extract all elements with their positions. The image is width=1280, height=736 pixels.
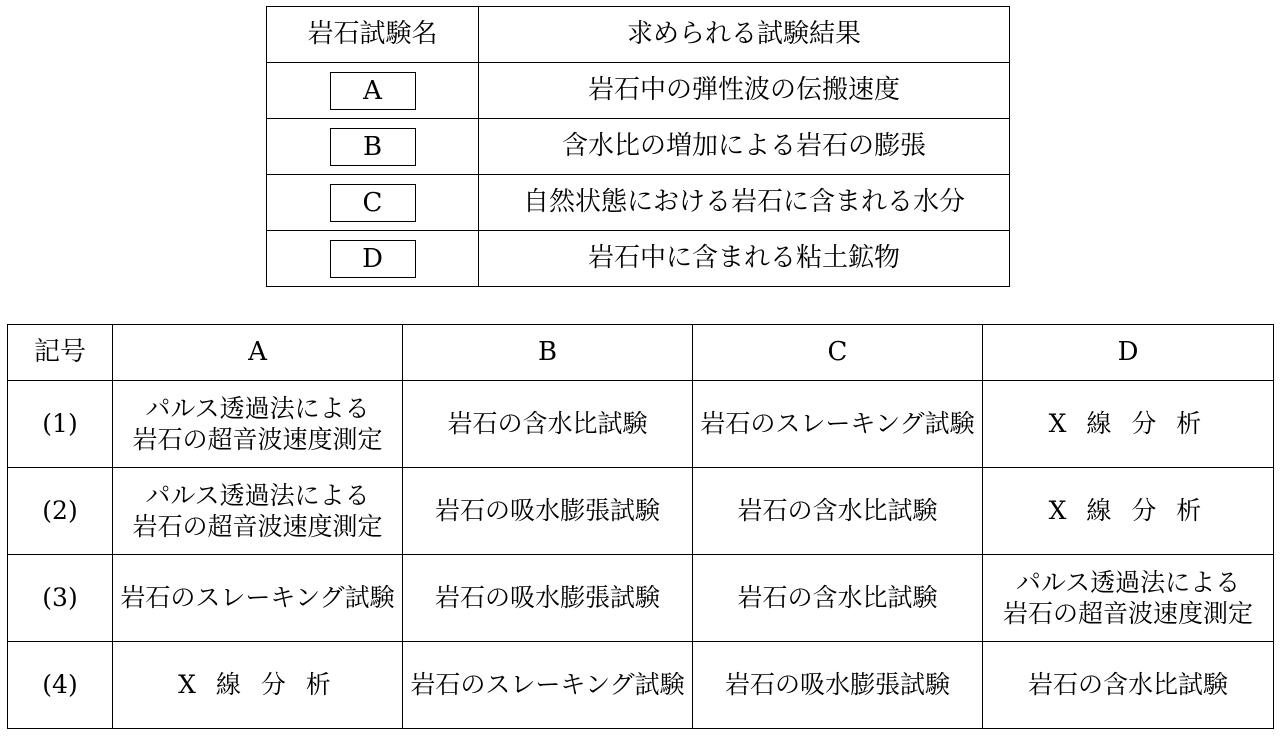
cell-text: 岩石の吸水膨張試験 — [724, 670, 950, 700]
cell-b — [403, 468, 693, 555]
label-cell — [267, 231, 479, 287]
table-row — [267, 175, 1010, 231]
cell-text: 岩石のスレーキング試験 — [700, 409, 975, 439]
cell-a — [113, 381, 403, 468]
table-row — [8, 381, 1274, 468]
choice-number: (2) — [8, 468, 113, 555]
cell-text: X 線 分 析 — [1048, 496, 1208, 526]
table-header-row — [8, 325, 1274, 381]
table-row — [267, 63, 1010, 119]
header-test-name: 岩石試験名 — [267, 7, 479, 63]
letter-box-c: C — [330, 184, 416, 222]
table-row — [8, 468, 1274, 555]
cell-text: 岩石のスレーキング試験 — [120, 583, 395, 613]
header-d: D — [983, 325, 1274, 381]
result-cell: 含水比の増加による岩石の膨張 — [479, 119, 1010, 175]
cell-text: 岩石の含水比試験 — [1027, 670, 1228, 700]
cell-b — [403, 642, 693, 729]
cell-text: パルス透過法による 岩石の超音波速度測定 — [132, 393, 383, 454]
choice-number: (4) — [8, 642, 113, 729]
cell-a — [113, 555, 403, 642]
cell-text: 岩石のスレーキング試験 — [410, 670, 685, 700]
header-a: A — [113, 325, 403, 381]
table-row — [267, 231, 1010, 287]
header-test-result: 求められる試験結果 — [479, 7, 1010, 63]
table-row — [8, 555, 1274, 642]
test-name-table — [266, 6, 1010, 287]
cell-text: 岩石の含水比試験 — [737, 583, 938, 613]
cell-text: X 線 分 析 — [178, 670, 337, 700]
cell-text: 岩石の吸水膨張試験 — [434, 496, 660, 526]
cell-d — [983, 381, 1274, 468]
cell-text: 岩石の含水比試験 — [737, 496, 938, 526]
label-cell — [267, 119, 479, 175]
cell-d — [983, 555, 1274, 642]
cell-c — [693, 642, 983, 729]
cell-d — [983, 468, 1274, 555]
header-b: B — [403, 325, 693, 381]
cell-c — [693, 468, 983, 555]
cell-text: X 線 分 析 — [1048, 409, 1208, 439]
cell-d — [983, 642, 1274, 729]
table-row — [8, 642, 1274, 729]
answer-choice-table — [7, 324, 1274, 729]
cell-text: 岩石の含水比試験 — [447, 409, 648, 439]
table-row — [267, 119, 1010, 175]
cell-c — [693, 381, 983, 468]
cell-text: パルス透過法による 岩石の超音波速度測定 — [1002, 567, 1253, 628]
cell-b — [403, 555, 693, 642]
label-cell — [267, 175, 479, 231]
cell-a — [113, 642, 403, 729]
table-header-row — [267, 7, 1010, 63]
label-cell — [267, 63, 479, 119]
result-cell: 岩石中の弾性波の伝搬速度 — [479, 63, 1010, 119]
letter-box-d: D — [330, 240, 416, 278]
choice-number: (1) — [8, 381, 113, 468]
cell-b — [403, 381, 693, 468]
cell-text: パルス透過法による 岩石の超音波速度測定 — [132, 480, 383, 541]
cell-c — [693, 555, 983, 642]
letter-box-a: A — [330, 72, 416, 110]
header-symbol: 記号 — [8, 325, 113, 381]
result-cell: 岩石中に含まれる粘土鉱物 — [479, 231, 1010, 287]
cell-a — [113, 468, 403, 555]
cell-text: 岩石の吸水膨張試験 — [434, 583, 660, 613]
letter-box-b: B — [330, 128, 416, 166]
header-c: C — [693, 325, 983, 381]
choice-number: (3) — [8, 555, 113, 642]
result-cell: 自然状態における岩石に含まれる水分 — [479, 175, 1010, 231]
